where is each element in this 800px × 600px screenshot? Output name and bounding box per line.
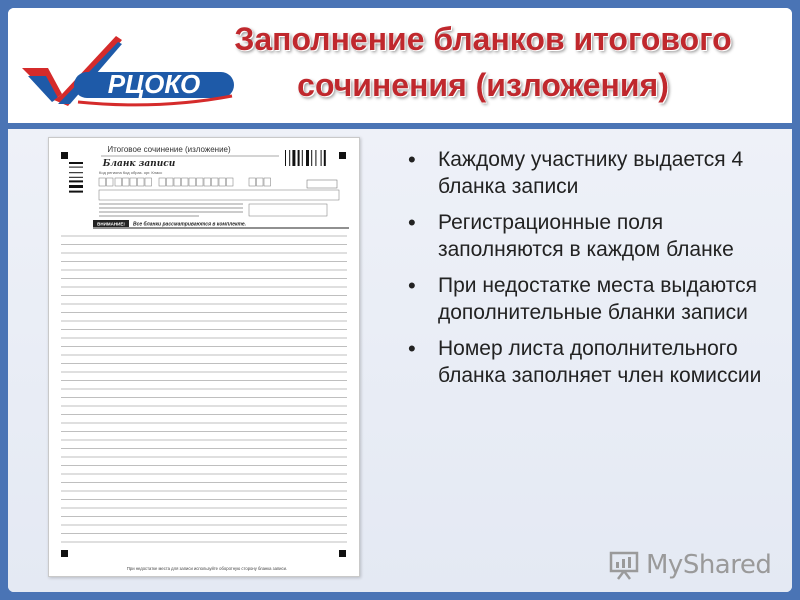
- bullet-item: • Номер листа дополнительного бланка заполняет член комиссии: [408, 336, 762, 387]
- logo-text: РЦОКО: [107, 69, 201, 99]
- svg-text:Код региона Код образ. орг.: Код региона Код образ. орг. Класс: [99, 170, 163, 175]
- warning-label: ВНИМАНИЕ!: [97, 221, 125, 227]
- form-footer-text: При недостатке места для записи используйте оборотную сторону бланка записи.: [126, 566, 288, 571]
- bullet-item: • При недостатке места выдаются дополнительные бланки записи: [408, 273, 757, 324]
- title-line-2: сочинения (изложения): [297, 67, 669, 103]
- bullet-item: • Каждому участнику выдается 4 бланка записи: [408, 147, 744, 198]
- form-header-title: Итоговое сочинение (изложение): [107, 145, 231, 154]
- title-line-1: Заполнение бланков итогового: [234, 21, 732, 57]
- bullet-list: [406, 147, 776, 399]
- bullet-item: • Регистрационные поля заполняются в каждом бланке: [408, 210, 734, 261]
- watermark-text: MyShared: [646, 550, 772, 580]
- registration-cells: [99, 178, 271, 186]
- slide-header: [8, 8, 792, 120]
- bullet-text: Каждому участнику выдается 4 бланка записи: [438, 148, 744, 198]
- warning-text: Все бланки рассматриваются в комплекте.: [133, 221, 247, 228]
- barcode: [285, 150, 326, 166]
- form-subtitle: Бланк записи: [102, 159, 176, 169]
- presentation-icon: [608, 549, 640, 581]
- corner-mark: [61, 550, 68, 557]
- instruction-text: [99, 204, 243, 216]
- corner-mark: [339, 152, 346, 159]
- slide-content: [8, 129, 792, 592]
- corner-mark: [339, 550, 346, 557]
- myshared-watermark: [608, 545, 771, 585]
- answer-form-image: [48, 137, 360, 577]
- slide: [8, 8, 792, 592]
- bullet-text: Номер листа дополнительного бланка заполняет член комиссии: [438, 337, 762, 387]
- bullet-text: Регистрационные поля заполняются в каждом бланке: [438, 211, 734, 261]
- corner-mark: [61, 152, 68, 159]
- bullet-text: При недостатке места выдаются дополнительные бланки записи: [438, 274, 757, 324]
- page-title: [178, 16, 788, 108]
- side-barcode: [69, 162, 83, 193]
- writing-lines: [61, 236, 347, 542]
